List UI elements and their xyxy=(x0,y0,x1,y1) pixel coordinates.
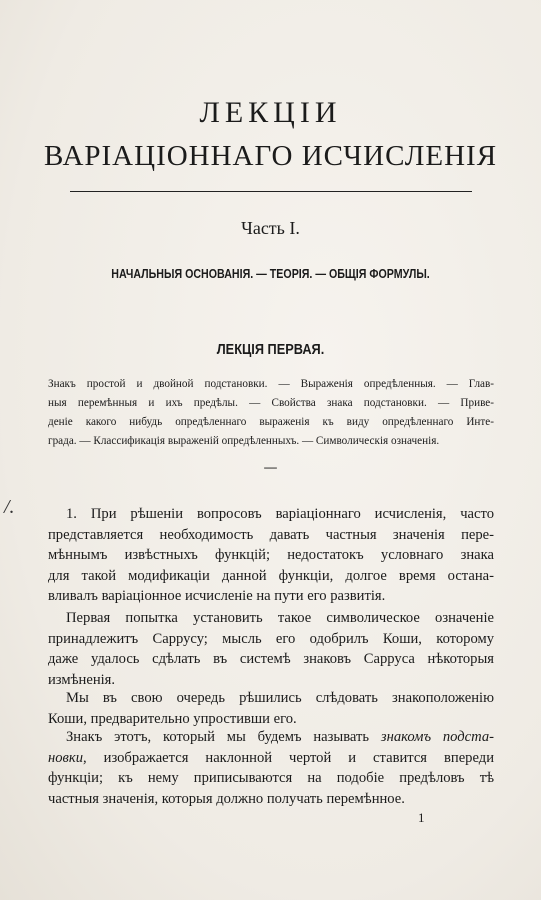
paragraph-line xyxy=(48,748,494,769)
paragraph-line: мѣннымъ извѣстныхъ функцій; недостатокъ условнаго знака xyxy=(48,547,494,563)
paragraph-line: представляется необходимость давать частныя значенія пере- xyxy=(48,526,494,543)
margin-annotation: /. xyxy=(4,496,15,518)
paragraph-1 xyxy=(48,504,494,607)
lecture-title: ЛЕКЦІЯ ПЕРВАЯ. xyxy=(216,342,325,358)
page-number: 1 xyxy=(418,810,425,825)
paragraph-3 xyxy=(48,688,494,729)
paragraph-line: для такой модификаціи данной функціи, долгое время остана- xyxy=(48,567,494,584)
text-run: Знакъ этотъ, который мы будемъ называть xyxy=(66,729,381,745)
paragraph-line: измѣненія. xyxy=(48,671,116,688)
paragraph-line: вливалъ варіаціонное исчисленіе на пути его развитія. xyxy=(48,588,386,604)
section-separator: — xyxy=(263,460,278,476)
lecture-summary xyxy=(48,375,494,451)
paragraph-line: принадлежитъ Саррусу; мысль его одобрилъ Коши, которому xyxy=(48,630,494,647)
summary-line: деніе какого нибудь опредѣленнаго выраженія къ виду опредѣленнаго Инте- xyxy=(48,416,494,428)
paragraph-line xyxy=(48,727,494,748)
summary-line: Знакъ простой и двойной подстановки. — Выраженія опредѣленныя. — Глав- xyxy=(48,378,494,390)
title-rule xyxy=(70,191,472,192)
summary-line: ныя перемѣнныя и ихъ предѣлы. — Свойства знака подстановки. — Приве- xyxy=(48,397,494,409)
paragraph-4 xyxy=(48,727,494,809)
summary-line: града. — Классификація выраженій опредѣленныхъ. — Символическія означенія. xyxy=(48,435,440,447)
italic-term: новки xyxy=(48,749,83,766)
part-title: Часть I. xyxy=(241,218,300,238)
paragraph-line: функціи; къ нему приписываются на подобіе предѣловъ тѣ xyxy=(48,770,494,786)
paragraph-line: Первая попытка установить такое символическое означеніе xyxy=(66,610,494,626)
paragraph-line: даже удалось сдѣлать въ системѣ знаковъ Сарруса нѣкоторыя xyxy=(48,651,494,667)
paragraph-line: Мы въ свою очередь рѣшились слѣдовать знакоположенію xyxy=(66,690,494,706)
title-line-1: ЛЕКЦІИ xyxy=(199,96,342,129)
paragraph-line: Коши, предварительно упростивши его. xyxy=(48,710,297,727)
text-run: , изображается наклонной чертой и ставится впереди xyxy=(83,749,494,766)
part-subtitle: НАЧАЛЬНЫЯ ОСНОВАНІЯ. — ТЕОРІЯ. — ОБЩІЯ ФОРМУЛЫ. xyxy=(111,266,430,281)
paragraph-line: частныя значенія, которыя должно получать перемѣнное. xyxy=(48,790,405,807)
title-line-2: ВАРІАЦІОННАГО ИСЧИСЛЕНІЯ xyxy=(43,140,498,172)
italic-term: знакомъ подста- xyxy=(380,729,494,745)
paragraph-2 xyxy=(48,608,494,690)
paragraph-line: 1. При рѣшеніи вопросовъ варіаціоннаго исчисленія, часто xyxy=(66,506,494,522)
